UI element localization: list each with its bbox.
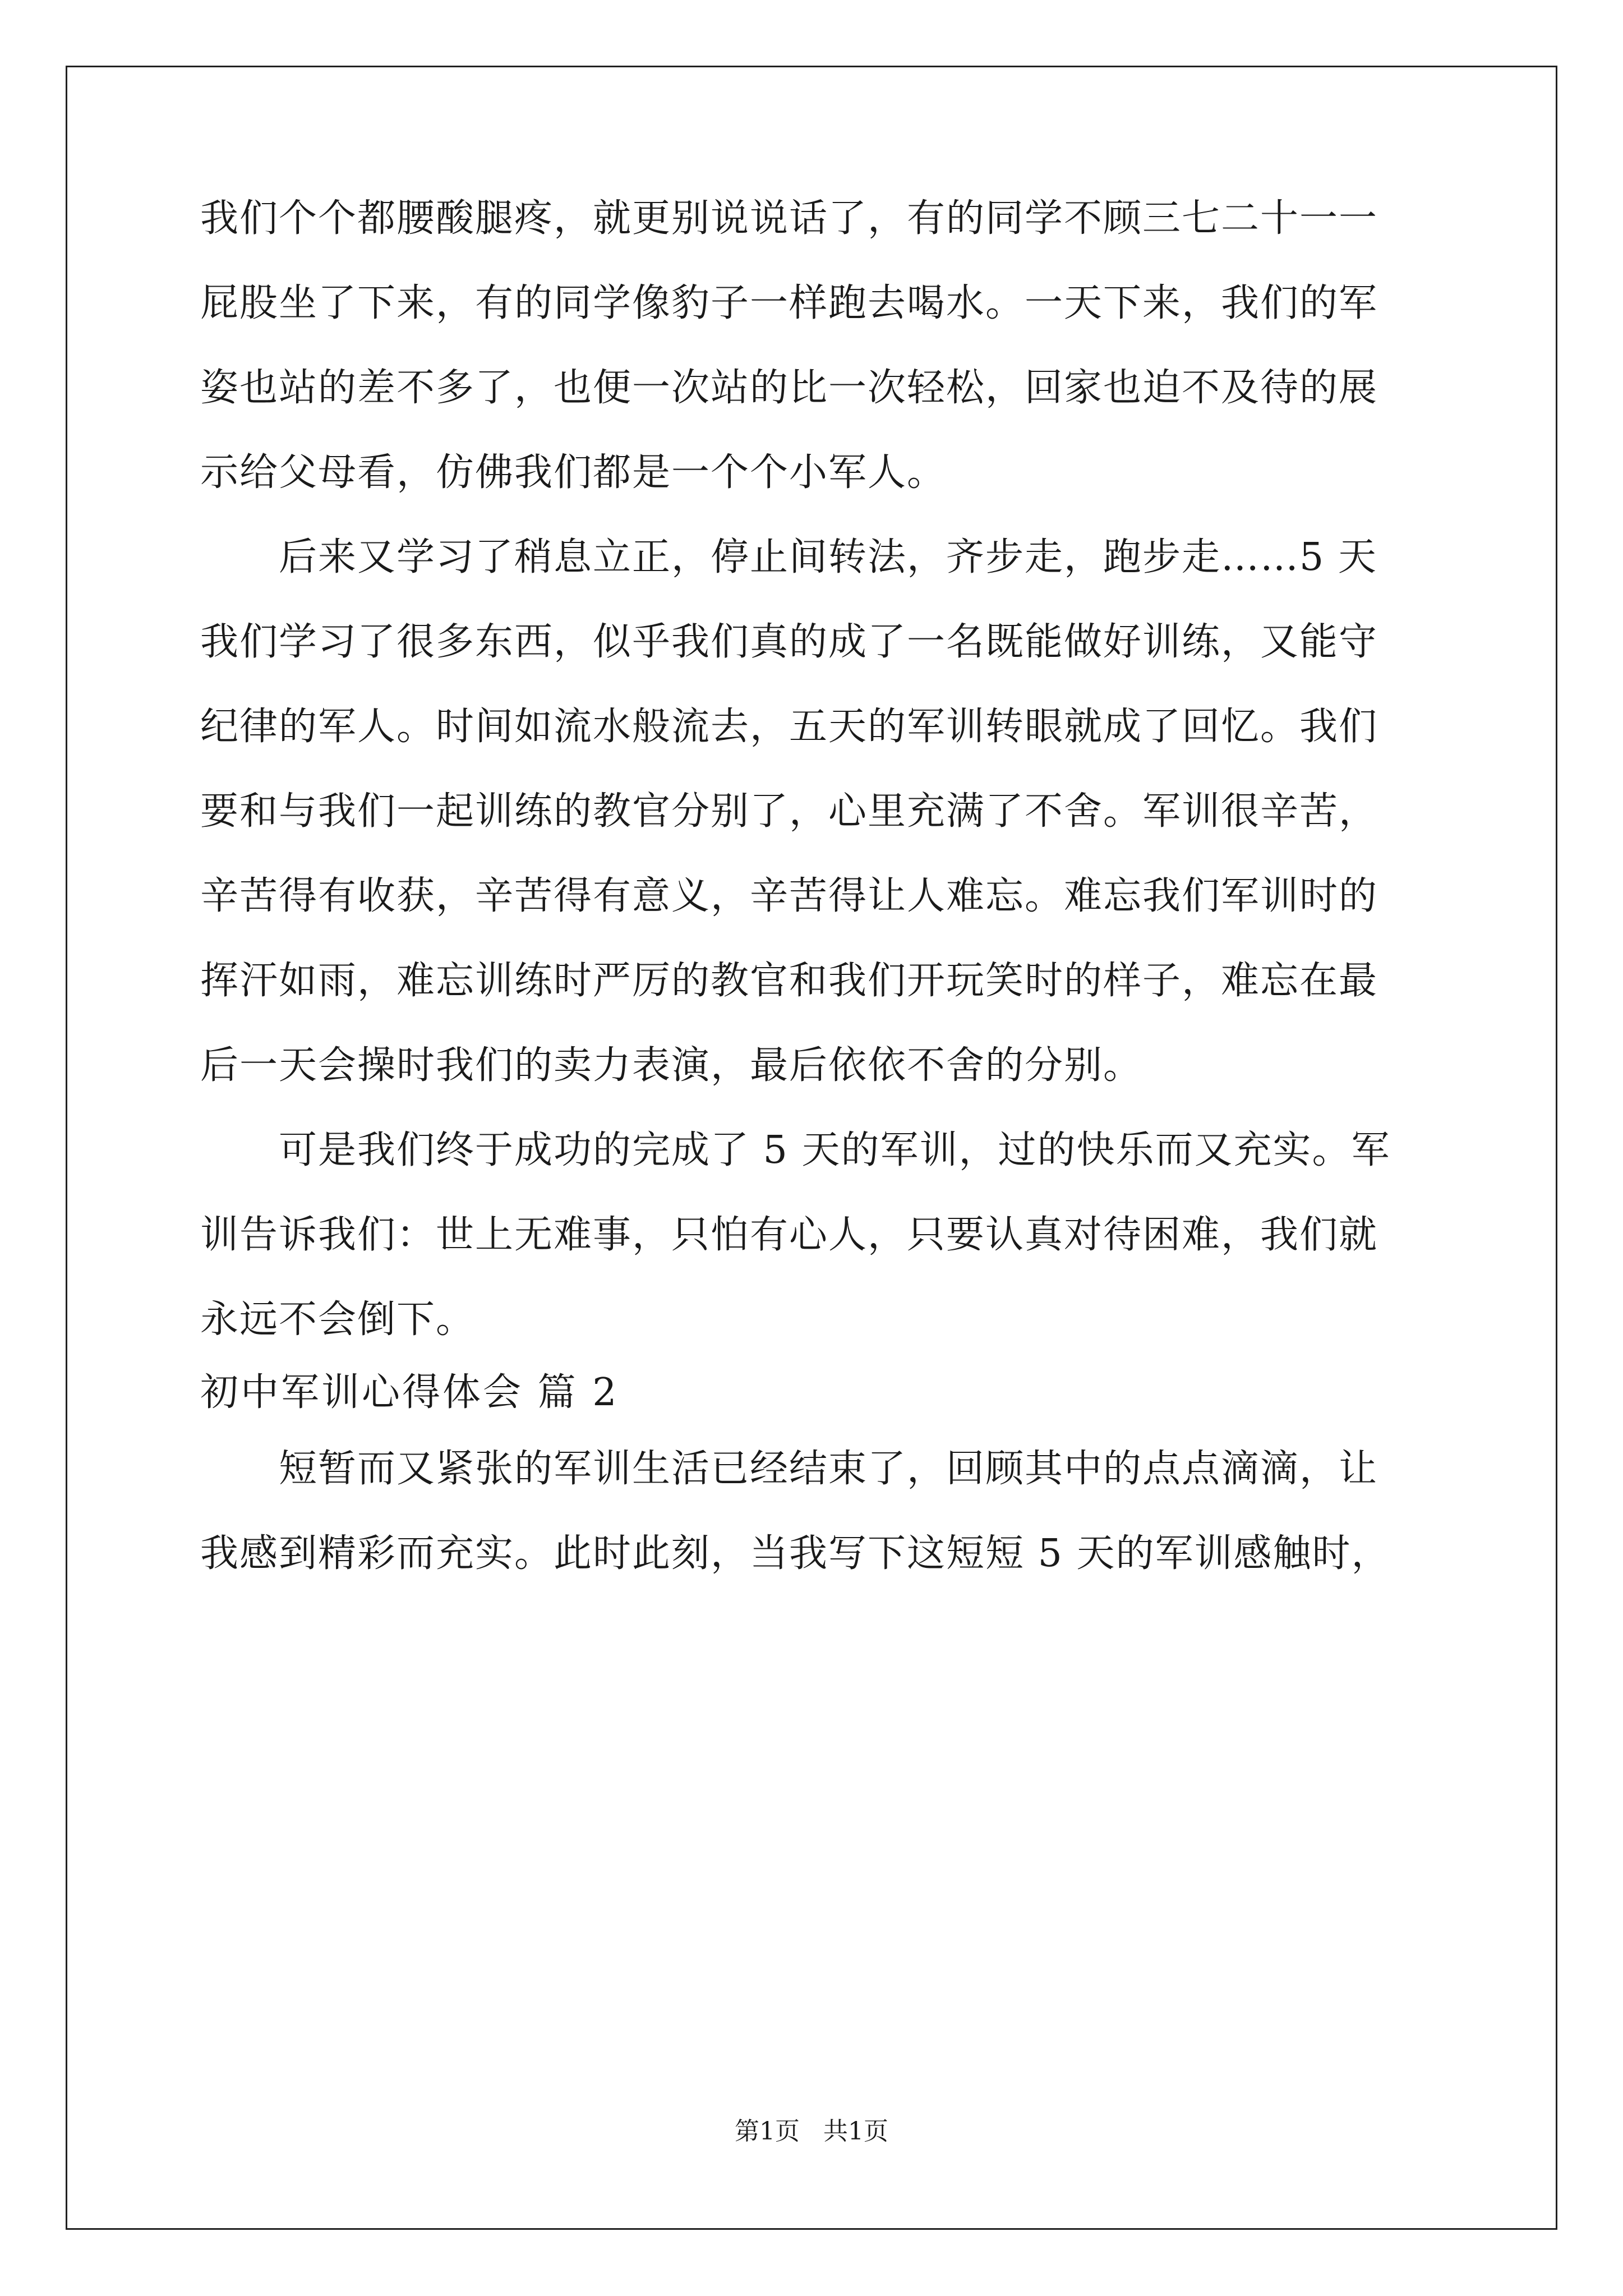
text-line: 训告诉我们：世上无难事，只怕有心人，只要认真对待困难，我们就 (200, 1213, 1378, 1257)
text-line: 我们学习了很多东西，似乎我们真的成了一名既能做好训练，又能守 (200, 620, 1378, 664)
page-footer: 第1页 共1页 (735, 2117, 888, 2146)
text-line: 后一天会操时我们的卖力表演，最后依依不舍的分别。 (200, 1043, 1143, 1088)
paragraph-first-line: 短暂而又紧张的军训生活已经结束了，回顾其中的点点滴滴，让 (279, 1447, 1378, 1491)
text-line: 屁股坐了下来，有的同学像豹子一样跑去喝水。一天下来，我们的军 (200, 281, 1378, 325)
paragraph-first-line: 后来又学习了稍息立正，停止间转法，齐步走，跑步走……5 天 (279, 535, 1377, 579)
text-line: 我感到精彩而充实。此时此刻，当我写下这短短 5 天的军训感触时， (200, 1531, 1391, 1576)
text-line: 我们个个都腰酸腿疼，就更别说说话了，有的同学不顾三七二十一一 (200, 196, 1378, 241)
text-line: 纪律的军人。时间如流水般流去，五天的军训转眼就成了回忆。我们 (200, 705, 1378, 749)
text-line: 挥汗如雨，难忘训练时严厉的教官和我们开玩笑时的样子，难忘在最 (200, 959, 1378, 1003)
section-heading: 初中军训心得体会 篇 2 (200, 1370, 619, 1415)
text-line: 辛苦得有收获，辛苦得有意义，辛苦得让人难忘。难忘我们军训时的 (200, 874, 1378, 918)
text-line: 示给父母看，仿佛我们都是一个个小军人。 (200, 450, 947, 495)
paragraph-first-line: 可是我们终于成功的完成了 5 天的军训，过的快乐而又充实。军 (279, 1128, 1391, 1172)
text-line: 永远不会倒下。 (200, 1297, 476, 1342)
text-line: 姿也站的差不多了，也便一次站的比一次轻松，回家也迫不及待的展 (200, 366, 1378, 410)
text-line: 要和与我们一起训练的教官分别了，心里充满了不舍。军训很辛苦， (200, 789, 1378, 834)
